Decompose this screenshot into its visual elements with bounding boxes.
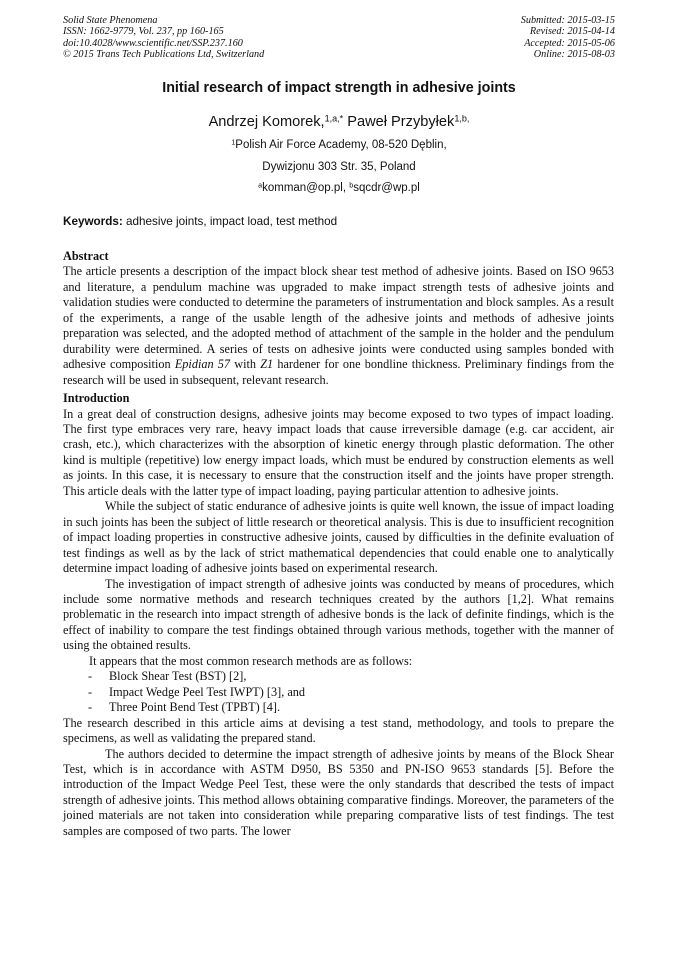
keywords bbox=[63, 215, 337, 228]
intro-paragraph-2: While the subject of static endurance of adhesive joints is quite well known, the issue of impact loading in such joints has been the subject of little research or theoretical analysis. This is due to insufficient recognition of impact loading properties in constructive adhesive joints, caused by difficulties in the definite evaluation of test findings as well as by the lack of strict mathematical dependencies that could enable one to analytically determine impact loading of adhesive joints based on experimental research. bbox=[63, 499, 614, 576]
keywords-text: adhesive joints, impact load, test method bbox=[122, 215, 338, 228]
intro-paragraph-1: In a great deal of construction designs, adhesive joints may become exposed to two types of impact loading. The first type embraces very rare, heavy impact loads that cause irreversible damage (e.g. car accident, air crash, etc.), which characterizes with the absorption of kinetic energy through plastic deformation. The other kind is multiple (repetitive) low energy impact loads, which must be endured by construction elements as well as joints. In this case, it is necessary to ensure that the construction itself and the joints have proper strength. This article deals with the latter type of impact loading, paying particular attention to adhesive joints. bbox=[63, 406, 614, 498]
email-a: komman@op.pl, bbox=[262, 182, 350, 194]
affiliation-line-1 bbox=[0, 139, 678, 151]
abstract-text bbox=[63, 264, 614, 388]
intro-paragraph-3: The investigation of impact strength of adhesive joints was conducted by means of procedures, which include some normative methods and research techniques created by the authors [1,2]. What remains problematic in the research into impact strength of adhesive bonds is the lack of definite findings, which is the effect of inability to compare the test findings obtained through various methods, together with the manner of using the obtained results. bbox=[63, 576, 614, 653]
email-b-sup: b bbox=[349, 181, 354, 190]
author-1-name: Andrzej Komorek, bbox=[208, 114, 325, 130]
author-1-sup: 1,a,* bbox=[324, 113, 344, 124]
accepted-date: Accepted: 2015-05-06 bbox=[524, 37, 615, 49]
paper-title: Initial research of impact strength in adhesive joints bbox=[162, 80, 516, 96]
affiliation-sup: 1 bbox=[231, 138, 236, 147]
journal-name: Solid State Phenomena bbox=[63, 15, 158, 26]
list-item-text: Three Point Bend Test (TPBT) [4]. bbox=[109, 700, 281, 715]
authors-line bbox=[0, 114, 678, 130]
author-2-name: Paweł Przybyłek bbox=[343, 114, 455, 130]
paper-body bbox=[63, 249, 614, 839]
list-dash: - bbox=[88, 700, 93, 715]
list-dash: - bbox=[88, 684, 93, 699]
author-2-sup: 1,b, bbox=[454, 113, 470, 124]
abstract-heading: Abstract bbox=[63, 249, 109, 263]
list-item-bst bbox=[63, 669, 614, 684]
intro-paragraph-4: It appears that the most common research methods are as follows: bbox=[89, 653, 413, 668]
abstract-text-part-2: with bbox=[230, 357, 261, 372]
email-a-sup: a bbox=[258, 181, 263, 190]
list-item-text: Block Shear Test (BST) [2], bbox=[109, 669, 247, 684]
abstract-epidian: Epidian 57 bbox=[174, 357, 231, 372]
list-item-tpbt bbox=[63, 700, 614, 715]
copyright-line: © 2015 Trans Tech Publications Ltd, Switzerland bbox=[63, 48, 265, 60]
keywords-label: Keywords: bbox=[63, 215, 123, 228]
list-item-iwpt bbox=[63, 685, 614, 700]
email-line bbox=[0, 182, 678, 194]
abstract-text-part-3: hardener for one bondline thickness. Preliminary findings from the research will be used in subsequent, relevant research. bbox=[63, 357, 614, 387]
intro-paragraph-6: The authors decided to determine the impact strength of adhesive joints by means of the Block Shear Test, which is in accordance with ASTM D950, BS 5350 and PN-ISO 9653 standards [5]. Before the introduction of the Impact Wedge Peel Test, these were the only standards that described the tests of impact strength of adhesive joints. This method allows obtaining comparative findings. Moreover, the parameters of the joined materials are not taken into consideration while preparing comparative lists of test findings. The test samples are composed of two parts. The lower bbox=[63, 746, 614, 838]
journal-info bbox=[63, 15, 264, 60]
affiliation-institution: Polish Air Force Academy, 08-520 Dęblin, bbox=[235, 139, 447, 151]
online-date: Online: 2015-08-03 bbox=[533, 48, 615, 60]
submitted-date: Submitted: 2015-03-15 bbox=[520, 15, 615, 26]
publication-dates bbox=[521, 15, 615, 60]
introduction-heading: Introduction bbox=[63, 391, 130, 406]
list-item-text: Impact Wedge Peel Test IWPT) [3], and bbox=[109, 684, 306, 699]
abstract-text-part-1: The article presents a description of the impact block shear test method of adhesive joints. Based on ISO 9653 and literature, a pendulum machine was upgraded to make impact strength tests of adhesive joints and validation studies were conducted to determine the parameters of instrumentation and block samples. As a result of the experiments, a range of the usable length of the adhesive joints and methods of adhesive joints preparation was selected, and the adopted method of attachment of the sample in the holder and the pendulum durability were determined. A series of tests on adhesive joints were conducted using samples bonded with adhesive composition bbox=[63, 264, 614, 372]
intro-paragraph-5: The research described in this article aims at devising a test stand, methodology, and tools to prepare the specimens, as well as validating the prepared stand. bbox=[63, 715, 614, 746]
abstract-z1: Z1 bbox=[260, 357, 274, 372]
revised-date: Revised: 2015-04-14 bbox=[529, 26, 615, 38]
email-b: sqcdr@wp.pl bbox=[353, 182, 420, 194]
doi-line: doi:10.4028/www.scientific.net/SSP.237.160 bbox=[63, 37, 243, 49]
affiliation-line-2: Dywizjonu 303 Str. 35, Poland bbox=[262, 161, 416, 173]
issn-line: ISSN: 1662-9779, Vol. 237, pp 160-165 bbox=[63, 26, 224, 38]
list-dash: - bbox=[88, 669, 93, 684]
